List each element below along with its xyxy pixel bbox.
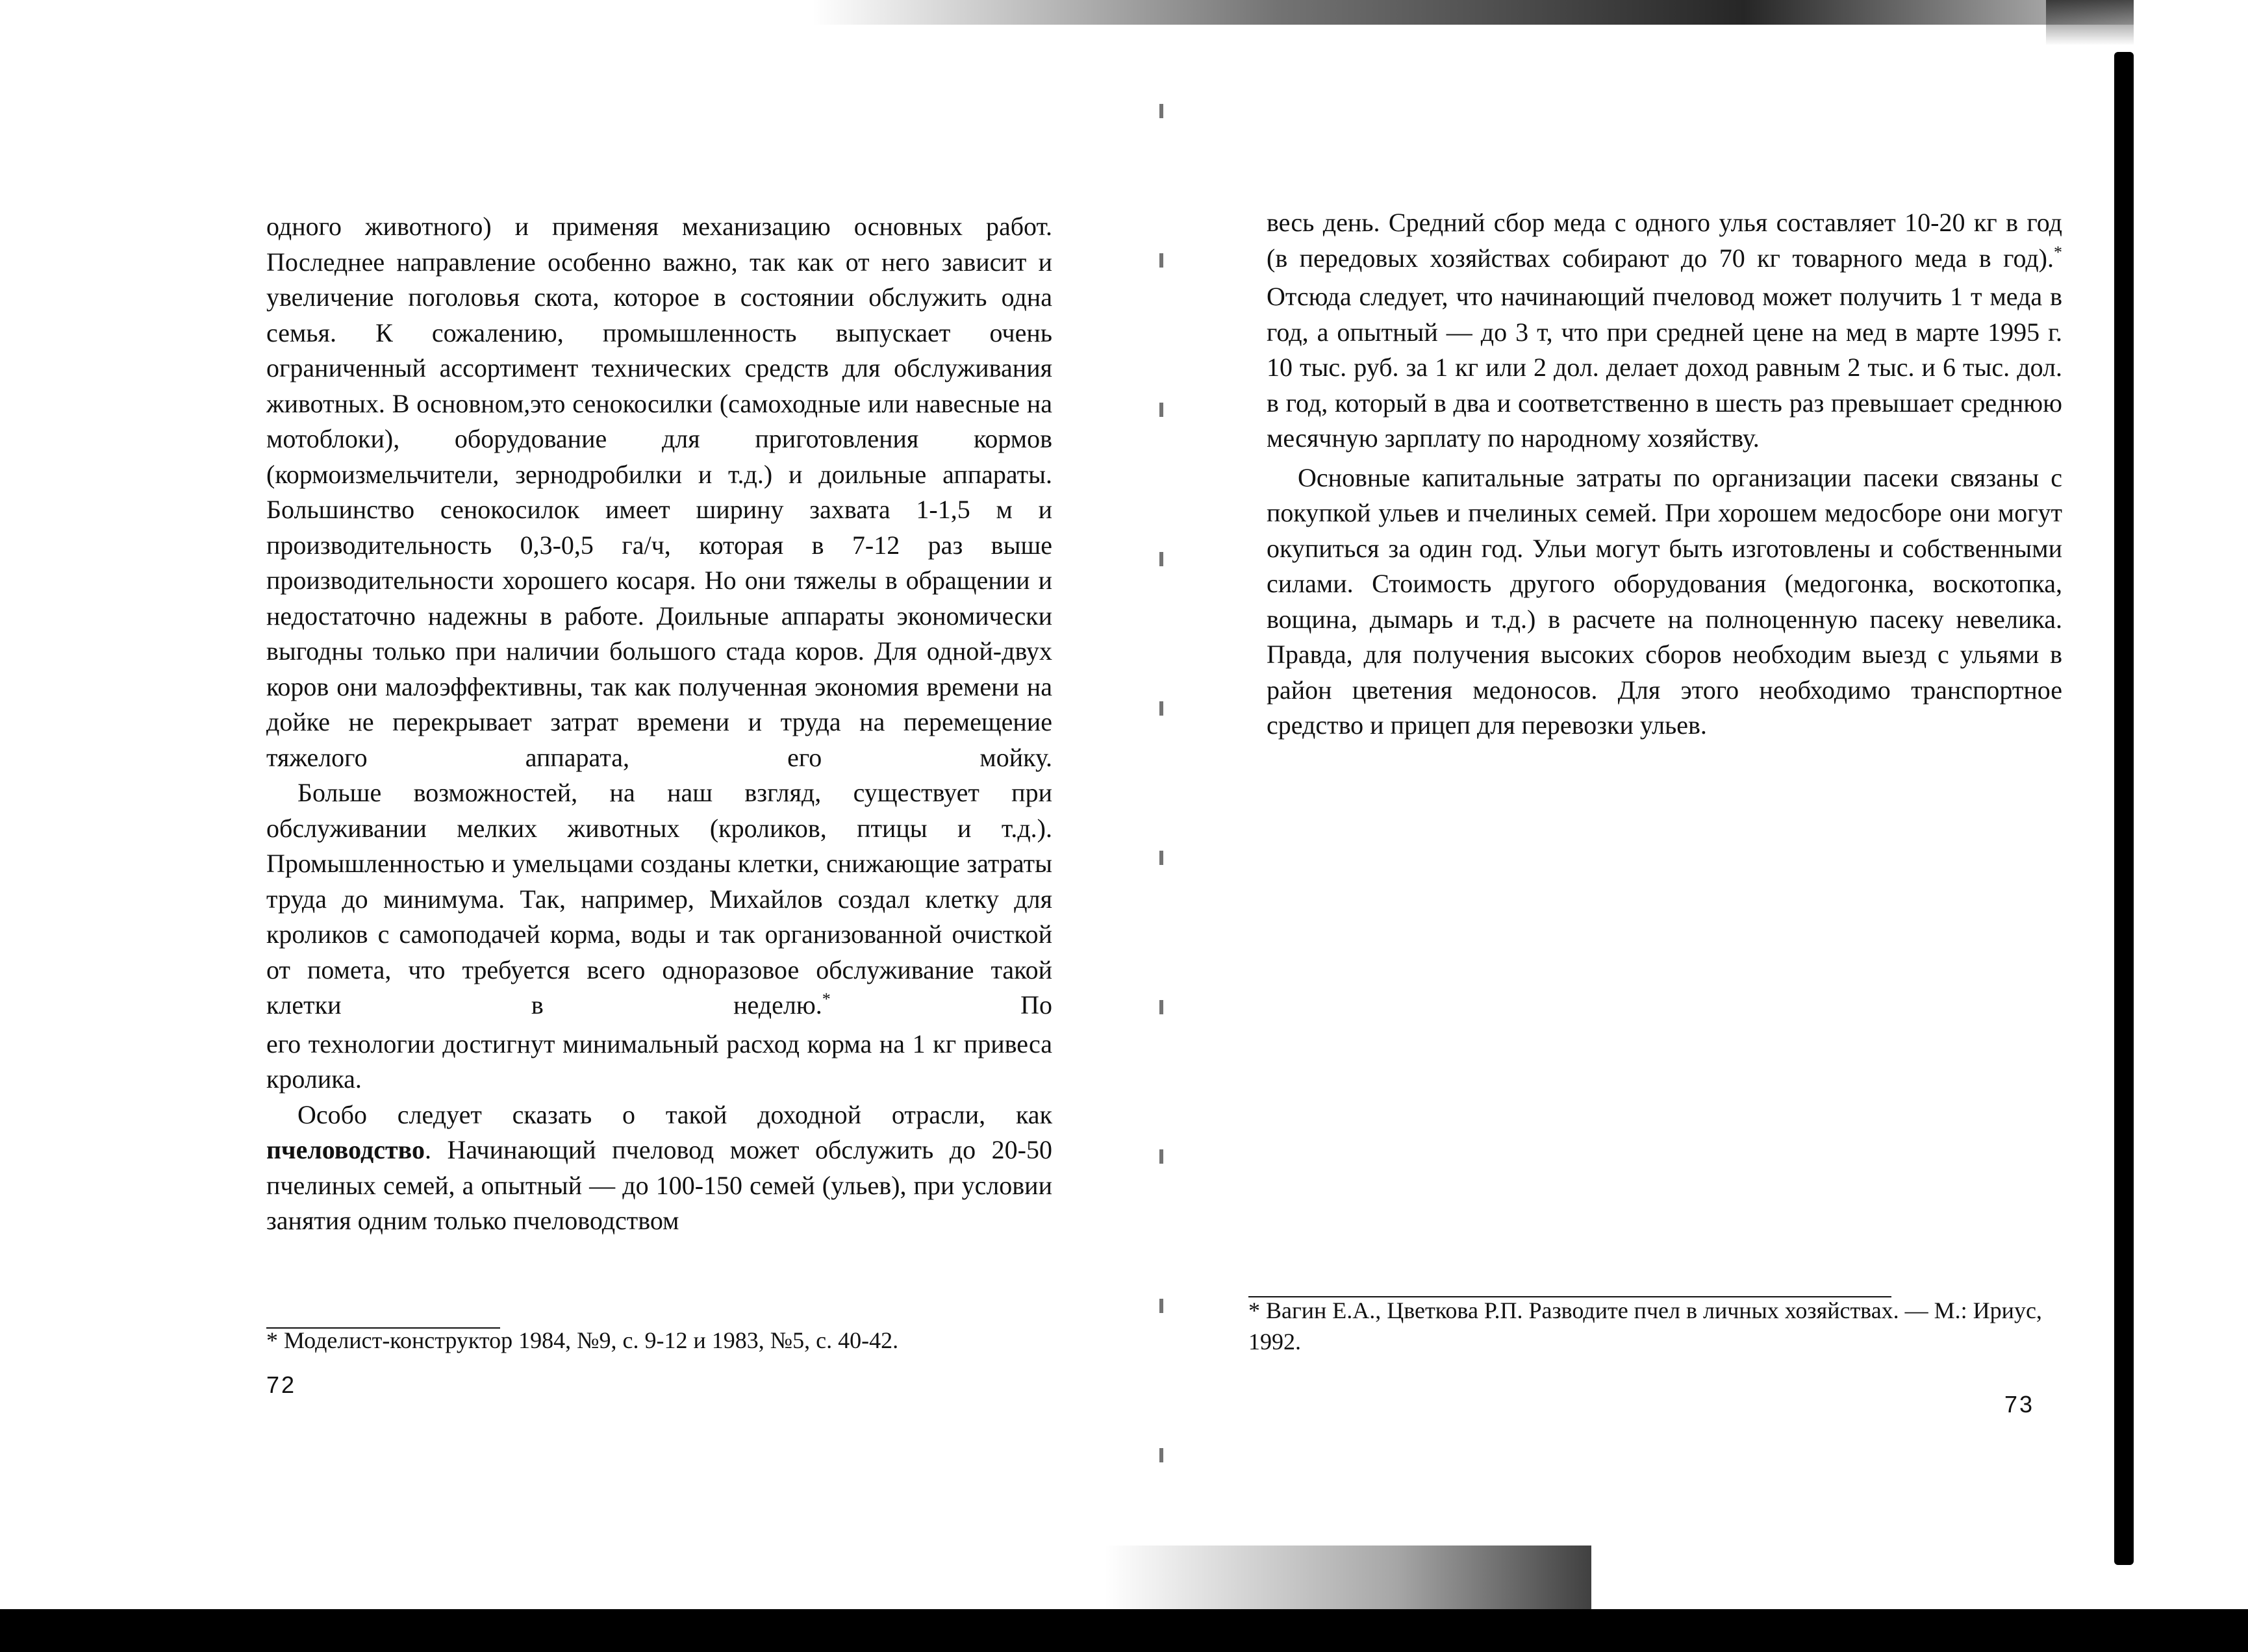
scan-shadow-top [812,0,2143,25]
page-margin-right [2134,0,2248,1609]
right-paragraph-1-end: Отсюда следует, что начинающий пчеловод может получить 1 т меда в год, а опытный — до 3 т, что при средней цене на мед в марте 1995 г. 10 тыс. руб. за 1 кг или 2 дол. делает доход равным 2 тыс. и 6 тыс. дол. в год, который в два и соответственно в шесть раз превышает среднюю месячную зарплату по народному хозяйству. [1267,282,2062,453]
left-footnote-marker: * [822,990,831,1008]
right-page-body [1267,205,2062,744]
left-page-body [266,209,1052,1239]
page-number-left: 72 [266,1371,297,1398]
scan-shadow-bottom [0,1609,2248,1652]
left-paragraph-2-continued: его технологии достигнут минимальный расход корма на 1 кг привеса кролика. [266,1029,1052,1094]
right-footnote: * Вагин Е.А., Цветкова Р.П. Разводите пчел в личных хозяйствах. — М.: Ириус, 1992. [1248,1297,2042,1355]
page-number-right: 73 [2004,1391,2035,1418]
book-gutter [1159,104,1163,1552]
left-paragraph-1: одного животного) и применяя механизацию основных работ. Последнее направление особенно важно, так как от него зависит и увеличение поголовья скота, которое в состоянии обслужить одна семья. К сожалению, промышленность выпускает очень ограниченный ассортимент технических средств для обслуживания животных. В основном,это сенокосилки (самоходные или навесные на мотоблоки), оборудование для приготовления кормов (кормоизмельчители, зернодробилки и т.д.) и доильные аппараты. Большинство сенокосилок имеет ширину захвата 1-1,5 м и производительность 0,3-0,5 га/ч, которая в 7-12 раз выше производительности хорошего косаря. Но они тяжелы в обращении и недостаточно надежны в работе. Доильные аппараты экономически выгодны только при наличии большого стада коров. Для одной-двух коров они малоэффективны, так как полученная экономия времени на дойке не перекрывает затрат времени и труда на перемещение тяжелого аппарата, его мойку. [266,212,1052,772]
right-paragraph-2: Основные капитальные затраты по организации пасеки связаны с покупкой ульев и пчелиных семей. При хорошем медосборе они могут окупиться за один год. Ульи могут быть изготовлены и собственными силами. Стоимость другого оборудования (медогонка, воскотопка, вощина, дымарь и т.д.) в расчете на полноценную пасеку невелика. Правда, для получения высоких сборов необходим выезд с ульями в район цветения медоносов. Для этого необходимо транспортное средство и прицеп для перевозки ульев. [1267,462,2062,740]
right-footnote-marker: * [2054,242,2062,262]
beekeeping-term: пчеловодство [266,1135,425,1164]
left-paragraph-2-text: Больше возможностей, на наш взгляд, существует при обслуживании мелких животных (кроликов, птицы и т.д.). Промышленностью и умельцами созданы клетки, снижающие затраты труда до минимума. Так, например, Михайлов создал клетку для кроликов с самоподачей корма, воды и так организованной очисткой от помета, что требуется всего одноразовое обслуживание такой клетки в неделю. [266,778,1052,1020]
scan-edge-right [2114,52,2134,1565]
left-paragraph-2 [266,775,1052,1027]
left-paragraph-3-end: . Начинающий пчеловод может обслужить до 20-50 пчелиных семей, а опытный — до 100-150 семей (ульев), при условии занятия одним только пчеловодством [266,1135,1052,1235]
left-paragraph-2-tail: По [830,990,1052,1020]
right-paragraph-1-start: весь день. Средний сбор меда с одного улья составляет 10-20 кг в год (в передовых хозяйствах собирают до 70 кг товарного меда в год). [1267,208,2062,273]
left-paragraph-3 [266,1097,1052,1239]
left-footnote: * Моделист-конструктор 1984, №9, с. 9-12 и 1983, №5, с. 40-42. [266,1327,899,1353]
right-paragraph-1 [1267,205,2062,457]
scan-shadow-bottom-haze [1104,1546,1591,1610]
left-paragraph-3-start: Особо следует сказать о такой доходной отрасли, как [297,1099,1052,1129]
